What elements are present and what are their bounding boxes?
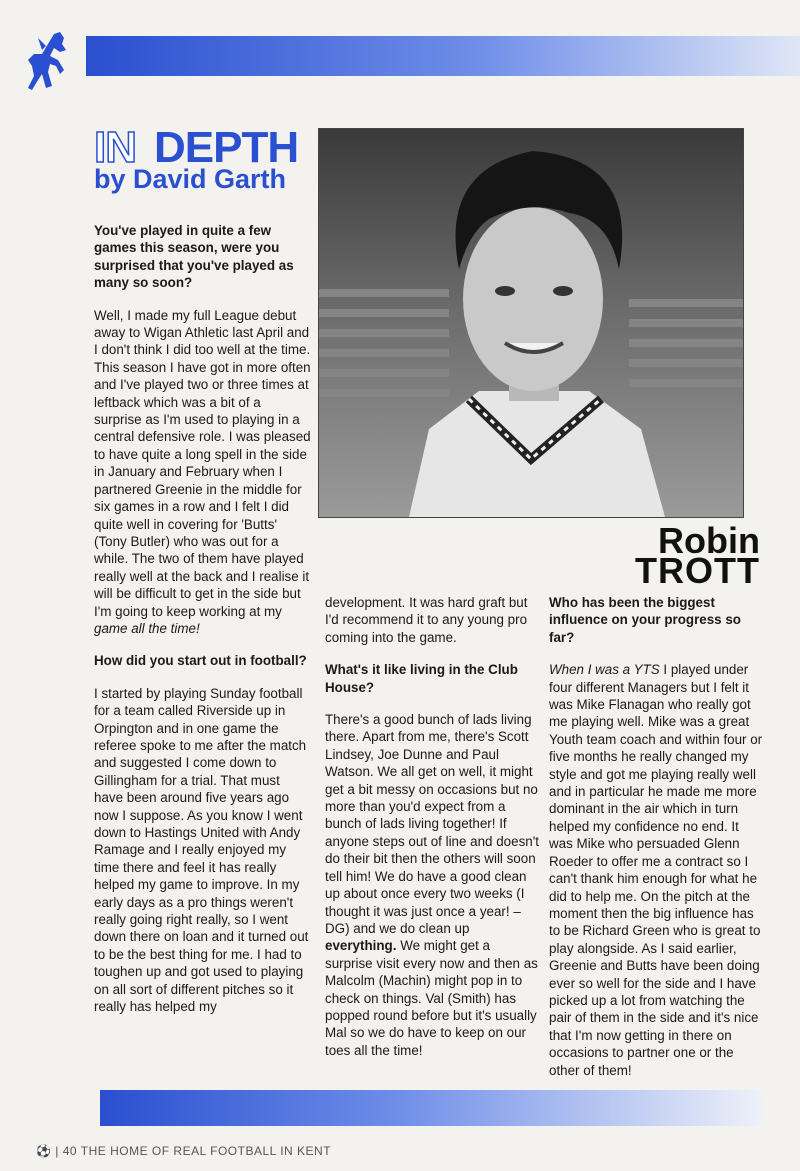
page-number: 40	[62, 1144, 78, 1158]
byline: by David Garth	[94, 164, 287, 194]
player-photo	[318, 128, 744, 518]
article-column-3	[549, 594, 763, 1094]
player-photo-drawing	[319, 129, 743, 517]
question: How did you start out in football?	[94, 653, 307, 669]
white-horse-icon	[24, 30, 74, 92]
article-column-1	[94, 222, 312, 1030]
answer: Well, I made my full League debut away to Wigan Athletic last April and I don't think I did too well at the time. This season I have got in more often and I've played two or three times at leftback which was a bit of a surprise as I'm used to playing in a central defensive role. I was pleased to have quite a long spell in the side in January and February when I partnered Greenie in the middle for six games in a row and I felt I did quite well in covering for 'Butts' (Tony Butler) who was out for a while. The two of them have played really well at the back and I realise it will be difficult to get in the side but I'm going to keep working at my game all the time!	[94, 307, 311, 636]
title-depth: DEPTH	[154, 123, 299, 172]
player-first-name: Robin	[658, 520, 760, 561]
footer-text: THE HOME OF REAL FOOTBALL IN KENT	[80, 1144, 332, 1158]
footer-bar	[100, 1090, 762, 1126]
header-bar	[86, 36, 800, 76]
answer: There's a good bunch of lads living there. Apart from me, there's Scott Lindsey, Joe Dunne and Paul Watson. We all get on well, it might get a bit messy on occasions but no more than you'd expect from a bunch of lads living together! If anyone steps out of line and doesn't do their bit then the others will soon tell him! We do have a good clean up about once every two weeks (I thought it was just once a year! – DG) and we do clean up everything. We might get a surprise visit every now and then as Malcolm (Machin) might pop in to check on things. Val (Smith) has popped round before but it's usually Mal so we do have to keep on our toes all the time!	[325, 712, 539, 1058]
answer: I started by playing Sunday football for a team called Riverside up in Orpington and in one game the referee spoke to me after the match and suggested I come down to Gillingham for a trial. That must have been around five years ago now I suppose. As you know I went down to Hastings United with Andy Ramage and I really enjoyed my time there and feel it has really helped my game to improve. In my early days as a pro things weren't really going right really, so I went down there on loan and it turned out to be the best thing for me. I had to toughen up and got used to playing on all sort of different pitches so it really has helped my	[94, 685, 309, 1015]
footer: ⚽ | 40 THE HOME OF REAL FOOTBALL IN KENT	[36, 1144, 332, 1158]
club-mark-icon: ⚽	[36, 1144, 52, 1158]
answer: development. It was hard graft but I'd recommend it to any young pro coming into the game.	[325, 595, 528, 645]
question: You've played in quite a few games this season, were you surprised that you've played as many so soon?	[94, 223, 294, 291]
player-last-name: TROTT	[635, 550, 760, 591]
question: What's it like living in the Club House?	[325, 662, 518, 695]
title-in: IN	[94, 123, 136, 172]
answer: When I was a YTS I played under four different Managers but I felt it was Mike Flanagan who really got me playing well. Mike was a great Youth team coach and within four or five months he really changed my style and got me playing really well and in particular he made me more dominant in the air which in turn helped my confidence no end. It was Mike who persuaded Glenn Roeder to offer me a contract so I can't thank him enough for what he did to help me. On the pitch at the moment then the big influence has to be Richard Green who is great to play alongside. As I said earlier, Greenie and Butts have been doing ever so well for the side and I have picked up a lot from watching the pair of them in the side and it's nice that I'm now getting in there on occasions to partner one or the other of them!	[549, 662, 763, 1078]
question: Who has been the biggest influence on your progress so far?	[549, 595, 741, 645]
article-column-2	[325, 594, 539, 1074]
